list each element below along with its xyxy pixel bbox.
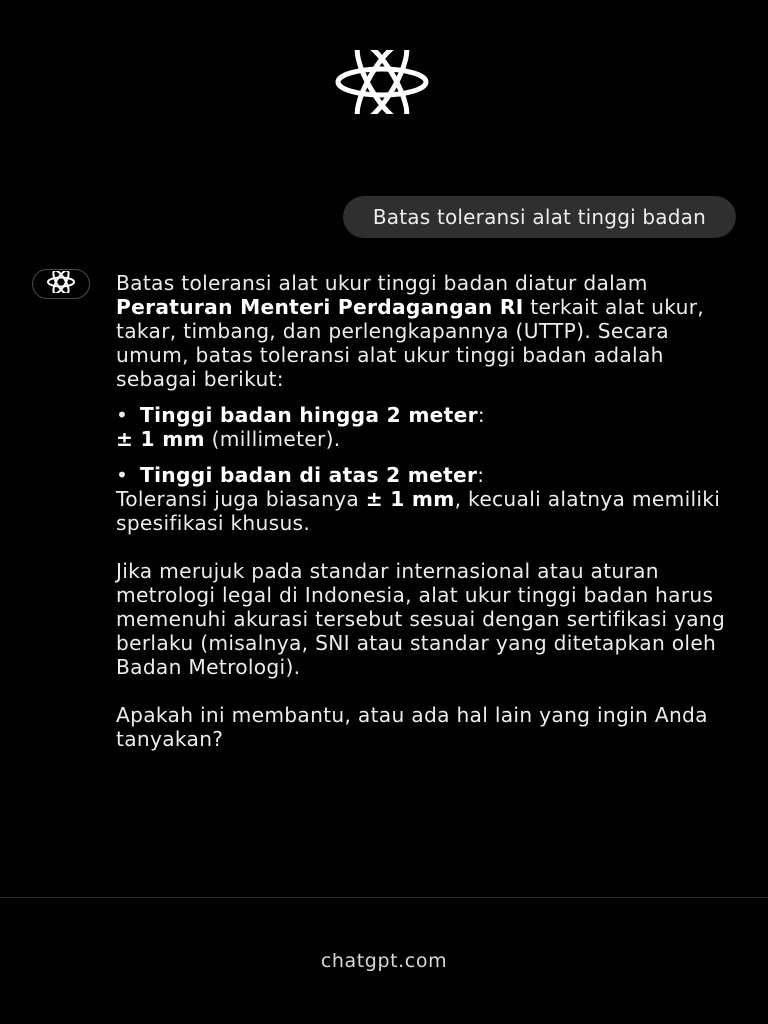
bullet-1-heading: Tinggi badan hingga 2 meter bbox=[140, 403, 478, 427]
bullet-2-heading: Tinggi badan di atas 2 meter bbox=[140, 463, 478, 487]
user-message-bubble bbox=[343, 196, 736, 238]
bullet-1-rest: (millimeter). bbox=[204, 427, 341, 451]
list-item-bullet-2 bbox=[116, 463, 736, 535]
intro-text: Batas toleransi alat ukur tinggi badan diatur dalam bbox=[116, 271, 648, 295]
user-message-text: Batas toleransi alat tinggi badan bbox=[372, 205, 706, 229]
assistant-paragraph-standards: Jika merujuk pada standar internasional atau aturan metrologi legal di Indonesia, alat ukur tinggi badan harus memenuhi akurasi tersebut sesuai dengan sertifikasi yang berlaku (misalnya, SNI atau standar yang ditetapkan oleh Badan Metrologi). bbox=[116, 559, 726, 679]
bullet-2-text: Toleransi juga biasanya bbox=[116, 487, 366, 511]
bullet-2-value: ± 1 mm bbox=[365, 487, 455, 511]
openai-logo-icon bbox=[326, 50, 438, 114]
assistant-message bbox=[116, 271, 736, 751]
bullet-icon: • bbox=[116, 463, 129, 487]
assistant-paragraph-intro bbox=[116, 271, 736, 391]
assistant-paragraph-question: Apakah ini membantu, atau ada hal lain yang ingin Anda tanyakan? bbox=[116, 703, 708, 751]
openai-logo-icon bbox=[43, 271, 79, 297]
intro-text-rest: terkait alat ukur, takar, timbang, dan perlengkapannya (UTTP). Secara umum, batas toleransi alat ukur tinggi badan adalah sebagai berikut: bbox=[116, 295, 705, 391]
bullet-1-colon: : bbox=[477, 403, 485, 427]
bullet-1-value: ± 1 mm bbox=[116, 427, 205, 451]
footer-divider bbox=[0, 897, 768, 898]
bullet-icon: • bbox=[116, 403, 129, 427]
intro-bold-regulation: Peraturan Menteri Perdagangan RI bbox=[116, 295, 524, 319]
assistant-avatar bbox=[32, 269, 90, 299]
footer-domain[interactable]: chatgpt.com bbox=[320, 950, 448, 972]
list-item-bullet-1 bbox=[116, 403, 736, 451]
bullet-2-colon: : bbox=[477, 463, 485, 487]
bullet-2-rest: , kecuali alatnya memiliki spesifikasi khusus. bbox=[116, 487, 721, 535]
